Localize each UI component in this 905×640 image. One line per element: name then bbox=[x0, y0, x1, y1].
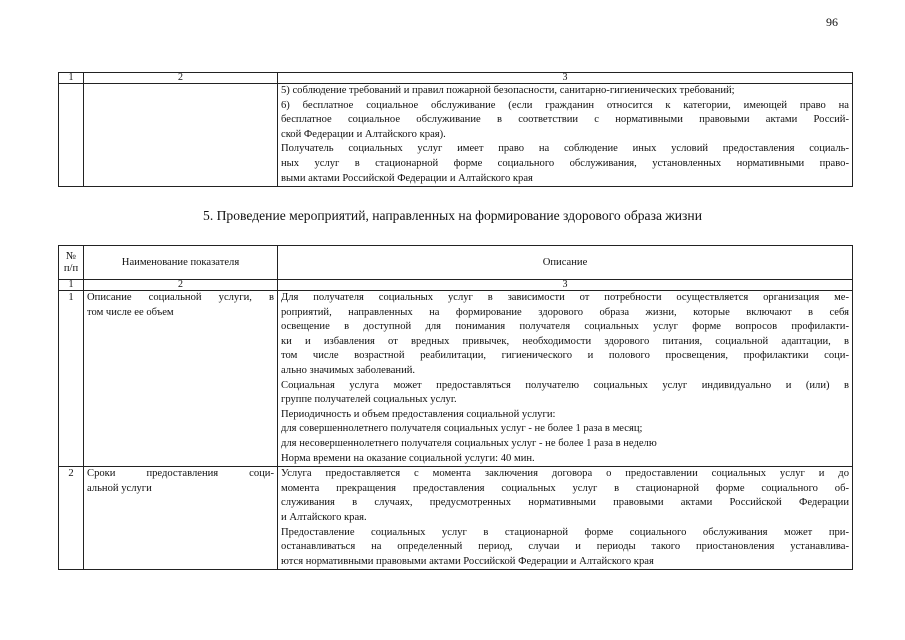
description-cell bbox=[278, 467, 853, 570]
text-line: ных услуг в стационарной форме социального обслуживания, установленных нормативными право- bbox=[281, 157, 849, 169]
text-line: том числе возрастной реабилитации, гигиенического и полового просвещения, профилактики соци- bbox=[281, 350, 849, 362]
table-continuation bbox=[58, 72, 853, 187]
indicator-name-cell bbox=[84, 467, 278, 570]
col-number-2: 2 bbox=[84, 73, 278, 84]
text-line: группе получателей социальных услуг. bbox=[281, 394, 457, 406]
description-cell bbox=[278, 84, 853, 187]
text-line: бесплатное социальное обслуживание в соответствии с нормативными правовыми актами Россий- bbox=[281, 114, 849, 126]
column-number-row bbox=[59, 280, 853, 291]
text-line: 5) соблюдение требований и правил пожарной безопасности, санитарно-гигиенических требований; bbox=[281, 85, 735, 96]
text-line: альной услуги bbox=[87, 482, 152, 494]
text-line: Периодичность и объем предоставления социальной услуги: bbox=[281, 408, 556, 420]
text-line: ки и избавления от вредных привычек, необходимости здорового питания, социальной адаптации, в bbox=[281, 335, 849, 347]
header-description: Описание bbox=[278, 246, 853, 280]
page-number: 96 bbox=[826, 15, 838, 29]
row-number: 2 bbox=[59, 467, 84, 570]
text-line: роприятий, направленных на формирование здорового образа жизни, которые включают в себя bbox=[281, 306, 849, 318]
text-line: выми актами Российской Федерации и Алтайского края bbox=[281, 172, 533, 184]
table-row bbox=[59, 467, 853, 570]
description-cell bbox=[278, 291, 853, 467]
text-line: том числе ее объем bbox=[87, 306, 174, 318]
text-line: Социальная услуга может предоставляться получателю социальных услуг индивидуально и (или) в bbox=[281, 379, 849, 391]
col-number-3: 3 bbox=[278, 280, 853, 291]
text-line: 6) бесплатное социальное обслуживание (если гражданин относится к категории, имеющей право на bbox=[281, 99, 849, 111]
text-line: ской Федерации и Алтайского края). bbox=[281, 128, 446, 140]
text-line: освещение в доступной для понимания получателя социальных услуг форме вопросов профилакти- bbox=[281, 321, 849, 333]
text-line: и Алтайского края. bbox=[281, 511, 367, 523]
text-line: момента прекращения предоставления социальных услуг в стационарной форме социального об- bbox=[281, 482, 849, 494]
table-row bbox=[59, 84, 853, 187]
col-number-1: 1 bbox=[59, 280, 84, 291]
text-line: служивания в случаях, предусмотренных нормативными правовыми актами Российской Федерации bbox=[281, 497, 849, 509]
text-line: для совершеннолетнего получателя социальных услуг - не более 1 раза в месяц; bbox=[281, 423, 643, 435]
empty-cell bbox=[59, 84, 84, 187]
column-number-row bbox=[59, 73, 853, 84]
header-row bbox=[59, 246, 853, 280]
indicator-name-cell bbox=[84, 291, 278, 467]
text-line: Получатель социальных услуг имеет право на соблюдение иных условий предоставления социаль- bbox=[281, 143, 849, 155]
col-number-1: 1 bbox=[59, 73, 84, 84]
text-line: для несовершеннолетнего получателя социальных услуг - не более 1 раза в неделю bbox=[281, 437, 657, 449]
col-number-3: 3 bbox=[278, 73, 853, 84]
text-line: Описание социальной услуги, в bbox=[87, 292, 274, 303]
table-main bbox=[58, 245, 853, 570]
text-line: Услуга предоставляется с момента заключения договора о предоставлении социальных услуг и до bbox=[281, 468, 849, 480]
text-line: Для получателя социальных услуг в зависимости от потребности осуществляется организация ме- bbox=[281, 292, 849, 303]
empty-cell bbox=[84, 84, 278, 187]
table-row bbox=[59, 291, 853, 467]
text-line: ально значимых заболеваний. bbox=[281, 364, 416, 376]
text-line: Сроки предоставления соци- bbox=[87, 468, 274, 480]
header-indicator-name: Наименование показателя bbox=[84, 246, 278, 280]
text-line: ются нормативными правовыми актами Российской Федерации и Алтайского края bbox=[281, 555, 654, 567]
col-number-2: 2 bbox=[84, 280, 278, 291]
text-line: останавливаться на определенный период, случаи и периоды такого приостановления устанавлива- bbox=[281, 541, 849, 553]
text-line: Предоставление социальных услуг в стационарной форме социального обслуживания может при- bbox=[281, 526, 849, 538]
section-title: 5. Проведение мероприятий, направленных на формирование здорового образа жизни bbox=[203, 208, 702, 223]
text-line: Норма времени на оказание социальной услуги: 40 мин. bbox=[281, 452, 535, 464]
header-number: № п/п bbox=[59, 246, 84, 280]
row-number: 1 bbox=[59, 291, 84, 467]
